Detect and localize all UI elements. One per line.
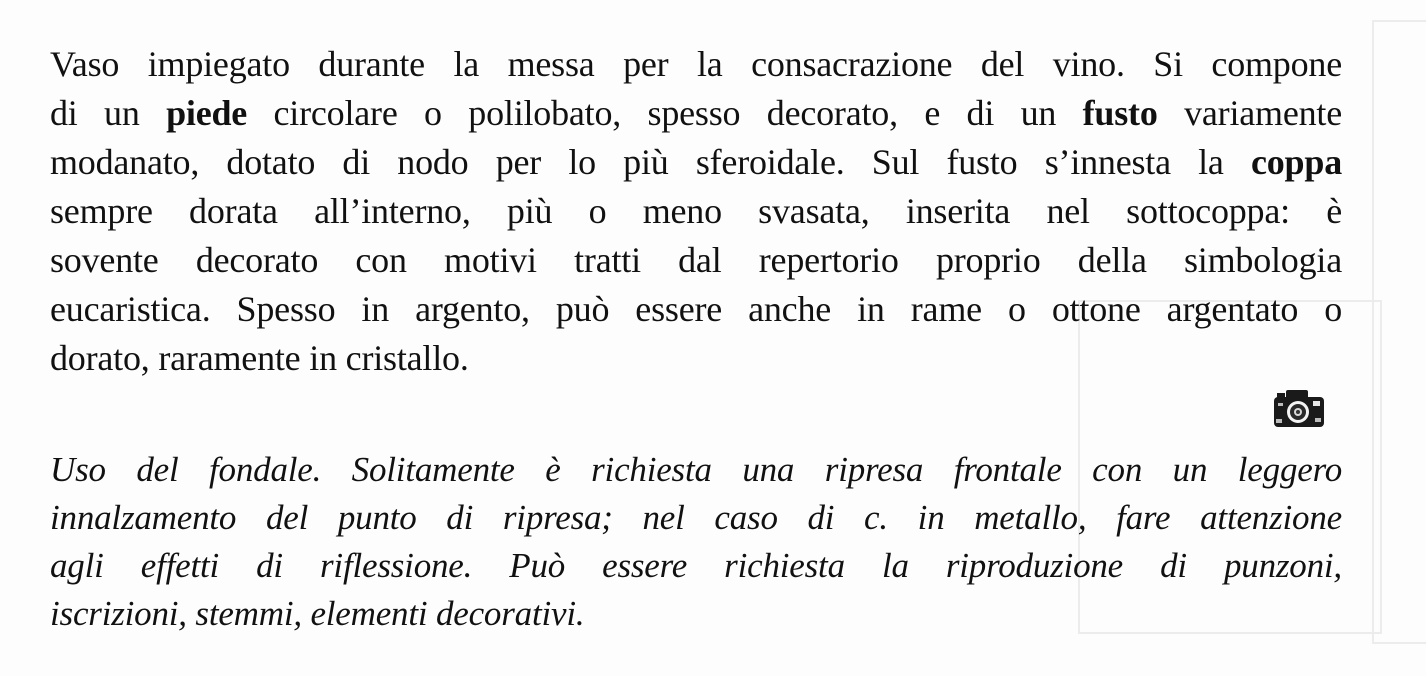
description-line: sovente decorato con motivi tratti dal repertorio proprio della simbologia bbox=[50, 240, 1342, 280]
description-line: eucaristica. Spesso in argento, può essere anche in rame o ottone argentato o bbox=[50, 289, 1342, 329]
camera-icon bbox=[1272, 387, 1326, 429]
photo-note-paragraph bbox=[50, 446, 1342, 638]
description-line: modanato, dotato di nodo per lo più sferoidale. Sul fusto s’innesta la coppa bbox=[50, 142, 1342, 182]
term-coppa: coppa bbox=[1250, 142, 1342, 182]
photo-note-line: innalzamento del punto di ripresa; nel caso di c. in metallo, fare attenzione bbox=[50, 498, 1342, 537]
term-fusto: fusto bbox=[1082, 93, 1158, 133]
photo-note-line: agli effetti di riflessione. Può essere richiesta la riproduzione di punzoni, bbox=[50, 546, 1342, 585]
term-piede: piede bbox=[166, 93, 248, 133]
description-line: sempre dorata all’interno, più o meno svasata, inserita nel sottocoppa: è bbox=[50, 191, 1342, 231]
photo-note-line: Uso del fondale. Solitamente è richiesta una ripresa frontale con un leggero bbox=[50, 450, 1342, 489]
description-line: dorato, raramente in cristallo. bbox=[50, 338, 469, 378]
description-paragraph bbox=[50, 40, 1342, 383]
description-line: Vaso impiegato durante la messa per la consacrazione del vino. Si compone bbox=[50, 44, 1342, 84]
photo-note-line: iscrizioni, stemmi, elementi decorativi. bbox=[50, 594, 585, 633]
bleed-through-frame bbox=[1372, 20, 1426, 644]
description-line: di un piede circolare o polilobato, spesso decorato, e di un fusto variamente bbox=[50, 93, 1342, 133]
